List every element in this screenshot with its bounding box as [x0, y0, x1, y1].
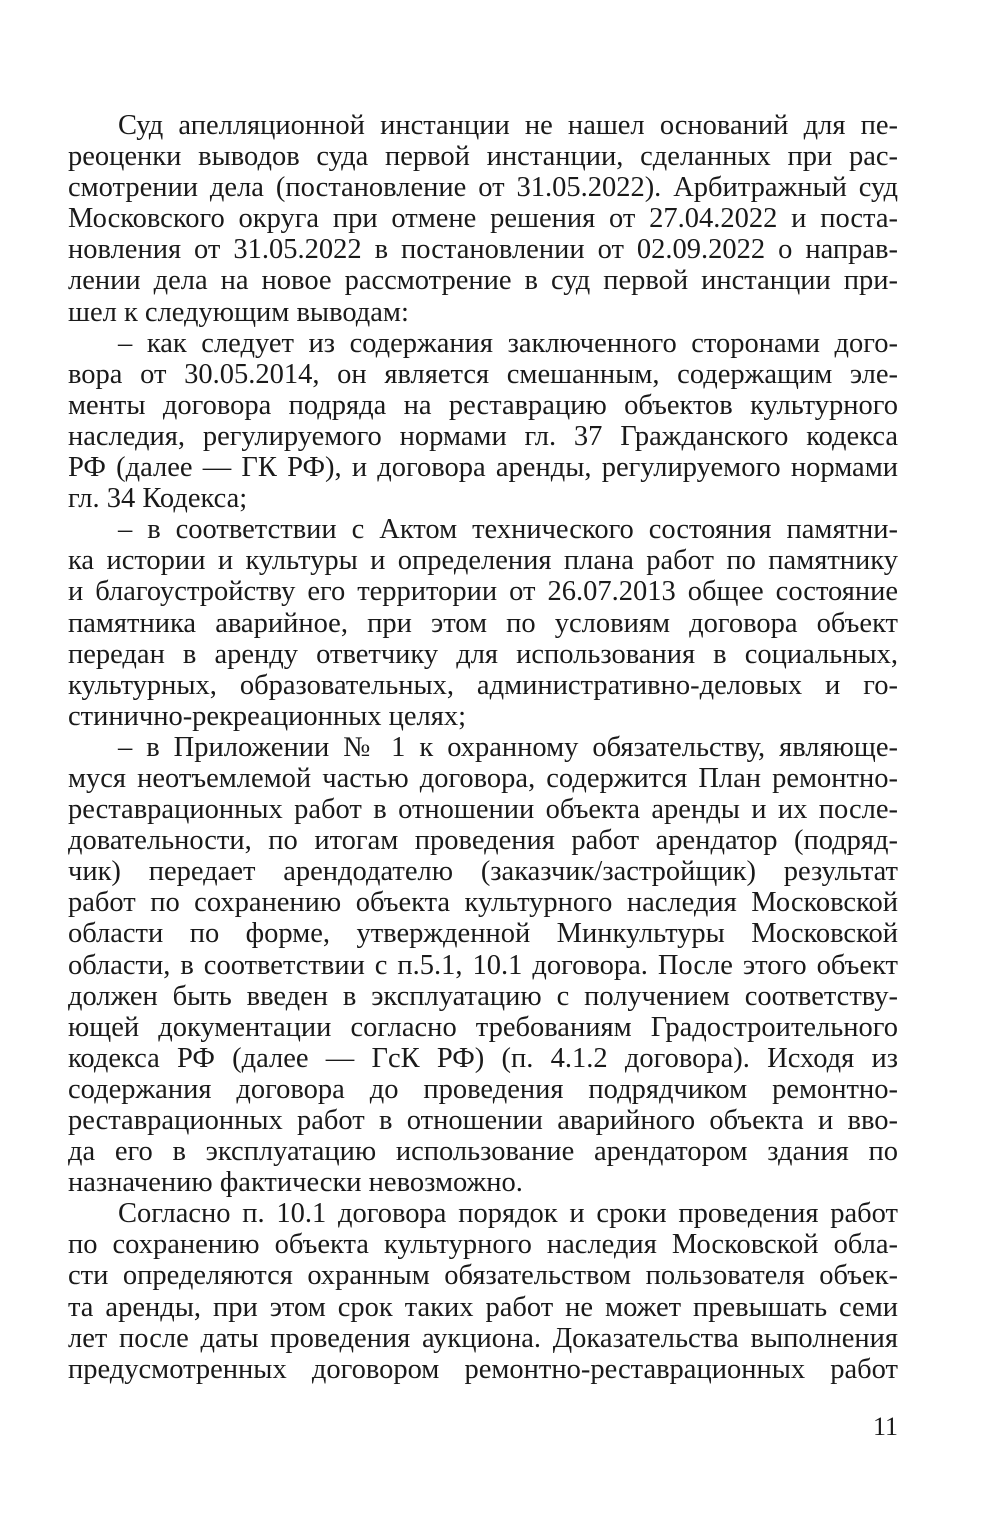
page-number: 11 — [872, 1412, 898, 1441]
paragraph-3 — [68, 514, 898, 732]
text-line: сти определяются охранным обязательством пользователя объек- — [68, 1260, 898, 1292]
text-line: гл. 34 Кодекса; — [68, 483, 248, 515]
text-line: реставрационных работ в отношении аварийного объекта и вво- — [68, 1105, 898, 1136]
text-line: смотрении дела (постановление от 31.05.2022). Арбитражный суд — [68, 172, 898, 204]
paragraph-5 — [68, 1198, 898, 1385]
text-line: области по форме, утвержденной Минкультуры Московской — [68, 918, 898, 950]
text-line: кодекса РФ (далее — ГсК РФ) (п. 4.1.2 договора). Исходя из — [68, 1042, 898, 1074]
text-line: шел к следующим выводам: — [68, 296, 409, 328]
text-line: содержания договора до проведения подрядчиком ремонтно- — [68, 1073, 898, 1105]
text-line: лении дела на новое рассмотрение в суд первой инстанции при- — [68, 265, 898, 297]
text-line: да его в эксплуатацию использование арендатором здания по — [68, 1136, 898, 1168]
text-line: вора от 30.05.2014, он является смешанным, содержащим эле- — [68, 358, 898, 390]
text-line: области, в соответствии с п.5.1, 10.1 договора. После этого объект — [68, 949, 898, 981]
text-line: – как следует из содержания заключенного сторонами дого- — [118, 327, 898, 359]
text-line: наследия, регулируемого нормами гл. 37 Гражданского кодекса — [68, 420, 898, 452]
text-line: муся неотъемлемой частью договора, содержится План ремонтно- — [68, 762, 898, 794]
text-line: – в Приложении № 1 к охранному обязательству, являюще- — [118, 731, 898, 763]
body-text — [68, 110, 898, 1385]
text-line: Согласно п. 10.1 договора порядок и сроки проведения работ — [118, 1198, 898, 1230]
text-line: та аренды, при этом срок таких работ не может превышать семи — [68, 1291, 898, 1323]
paragraph-1 — [68, 110, 898, 328]
paragraph-4 — [68, 732, 898, 1198]
text-line: назначению фактически невозможно. — [68, 1167, 523, 1199]
text-line: должен быть введен в эксплуатацию с получением соответству- — [68, 980, 898, 1012]
text-line: Суд апелляционной инстанции не нашел оснований для пе- — [118, 110, 898, 141]
text-line: реставрационных работ в отношении объекта аренды и их после- — [68, 794, 898, 826]
text-line: передан в аренду ответчику для использования в социальных, — [68, 638, 898, 670]
text-line: довательности, по итогам проведения работ арендатор (подряд- — [68, 825, 898, 857]
text-line: Московского округа при отмене решения от 27.04.2022 и поста- — [68, 203, 898, 235]
text-line: – в соответствии с Актом технического состояния памятни- — [118, 514, 898, 546]
text-line: РФ (далее — ГК РФ), и договора аренды, регулируемого нормами — [68, 452, 898, 484]
text-line: новления от 31.05.2022 в постановлении от 02.09.2022 о направ- — [68, 234, 898, 266]
text-line: по сохранению объекта культурного наследия Московской обла- — [68, 1229, 898, 1261]
text-line: стинично-рекреационных целях; — [68, 700, 467, 732]
text-line: памятника аварийное, при этом по условиям договора объект — [68, 607, 898, 639]
text-line: менты договора подряда на реставрацию объектов культурного — [68, 389, 898, 421]
text-line: чик) передает арендодателю (заказчик/застройщик) результат — [68, 856, 898, 888]
text-line: и благоустройству его территории от 26.07.2013 общее состояние — [68, 576, 898, 608]
text-line: лет после даты проведения аукциона. Доказательства выполнения — [68, 1322, 898, 1354]
text-line: культурных, образовательных, административно-деловых и го- — [68, 669, 898, 701]
text-line: реоценки выводов суда первой инстанции, сделанных при рас- — [68, 141, 898, 173]
text-line: ющей документации согласно требованиям Градостроительного — [68, 1011, 898, 1043]
text-line: предусмотренных договором ремонтно-реставрационных работ — [68, 1353, 898, 1385]
text-line: ка истории и культуры и определения плана работ по памятнику — [68, 545, 898, 577]
text-line: работ по сохранению объекта культурного наследия Московской — [68, 887, 898, 919]
paragraph-2 — [68, 328, 898, 515]
